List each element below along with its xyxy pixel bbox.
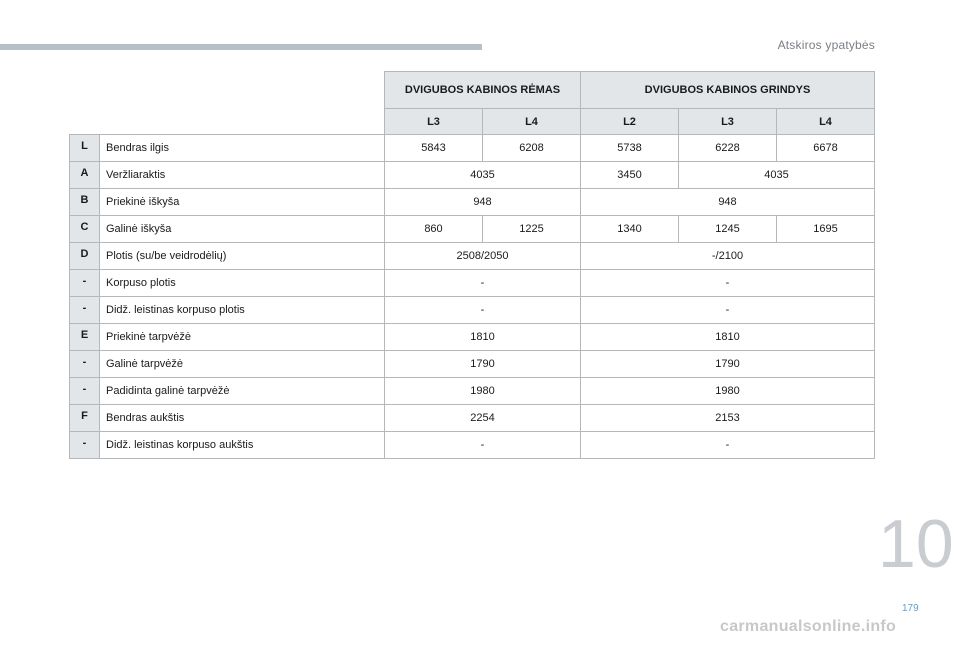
subheader-cell: L4 [483,109,581,135]
table-cell: 1980 [581,378,875,405]
table-cell: -/2100 [581,243,875,270]
section-title: Atskiros ypatybės [777,38,875,52]
row-label: Galinė tarpvėžė [100,351,385,378]
table-row [70,378,875,405]
row-code: L [70,135,100,162]
group-header-frame: DVIGUBOS KABINOS RĖMAS [385,72,581,109]
row-code: - [70,270,100,297]
row-label: Didž. leistinas korpuso aukštis [100,432,385,459]
row-label: Bendras aukštis [100,405,385,432]
table-cell: - [385,270,581,297]
table-cell: - [385,297,581,324]
row-label: Priekinė iškyša [100,189,385,216]
table-cell: 6228 [679,135,777,162]
table-cell: 1810 [385,324,581,351]
table-group-header-row [70,72,875,109]
table-row [70,351,875,378]
row-label: Didž. leistinas korpuso plotis [100,297,385,324]
row-code: - [70,297,100,324]
table-cell: 1790 [385,351,581,378]
table-cell: 1225 [483,216,581,243]
table-cell: 6208 [483,135,581,162]
row-label: Plotis (su/be veidrodėlių) [100,243,385,270]
table-cell: 3450 [581,162,679,189]
row-code: F [70,405,100,432]
table-cell: 1810 [581,324,875,351]
row-label: Padidinta galinė tarpvėžė [100,378,385,405]
table-row [70,162,875,189]
header-rule [0,44,482,50]
subheader-cell: L2 [581,109,679,135]
table-row [70,189,875,216]
chapter-number: 10 [878,506,954,582]
subheader-cell: L3 [385,109,483,135]
table-cell: 4035 [679,162,875,189]
table-cell: 6678 [777,135,875,162]
table-cell: 1790 [581,351,875,378]
row-code: C [70,216,100,243]
row-code: - [70,378,100,405]
dimensions-table [69,71,875,459]
table-cell: 1340 [581,216,679,243]
table-row [70,405,875,432]
table-row [70,297,875,324]
table-row [70,216,875,243]
table-row [70,243,875,270]
table-cell: - [385,432,581,459]
table-cell: 5843 [385,135,483,162]
table-row [70,324,875,351]
table-row [70,270,875,297]
subheader-cell: L3 [679,109,777,135]
row-code: D [70,243,100,270]
table-cell: 2508/2050 [385,243,581,270]
row-code: - [70,351,100,378]
table-cell: - [581,297,875,324]
row-label: Priekinė tarpvėžė [100,324,385,351]
group-header-floor: DVIGUBOS KABINOS GRINDYS [581,72,875,109]
row-label: Veržliaraktis [100,162,385,189]
row-label: Bendras ilgis [100,135,385,162]
table-row [70,432,875,459]
row-code: E [70,324,100,351]
table-cell: 5738 [581,135,679,162]
table-cell: 1980 [385,378,581,405]
table-cell: 2254 [385,405,581,432]
table-cell: 860 [385,216,483,243]
row-label: Korpuso plotis [100,270,385,297]
table-cell: 948 [581,189,875,216]
table-cell: 2153 [581,405,875,432]
subheader-cell: L4 [777,109,875,135]
table-cell: 948 [385,189,581,216]
row-label: Galinė iškyša [100,216,385,243]
table-cell: 1245 [679,216,777,243]
row-code: - [70,432,100,459]
row-code: B [70,189,100,216]
row-code: A [70,162,100,189]
table-cell: - [581,432,875,459]
table-row [70,135,875,162]
watermark: carmanualsonline.info [720,618,897,635]
page-number: 179 [902,603,919,614]
table-cell: - [581,270,875,297]
table-cell: 1695 [777,216,875,243]
table-cell: 4035 [385,162,581,189]
